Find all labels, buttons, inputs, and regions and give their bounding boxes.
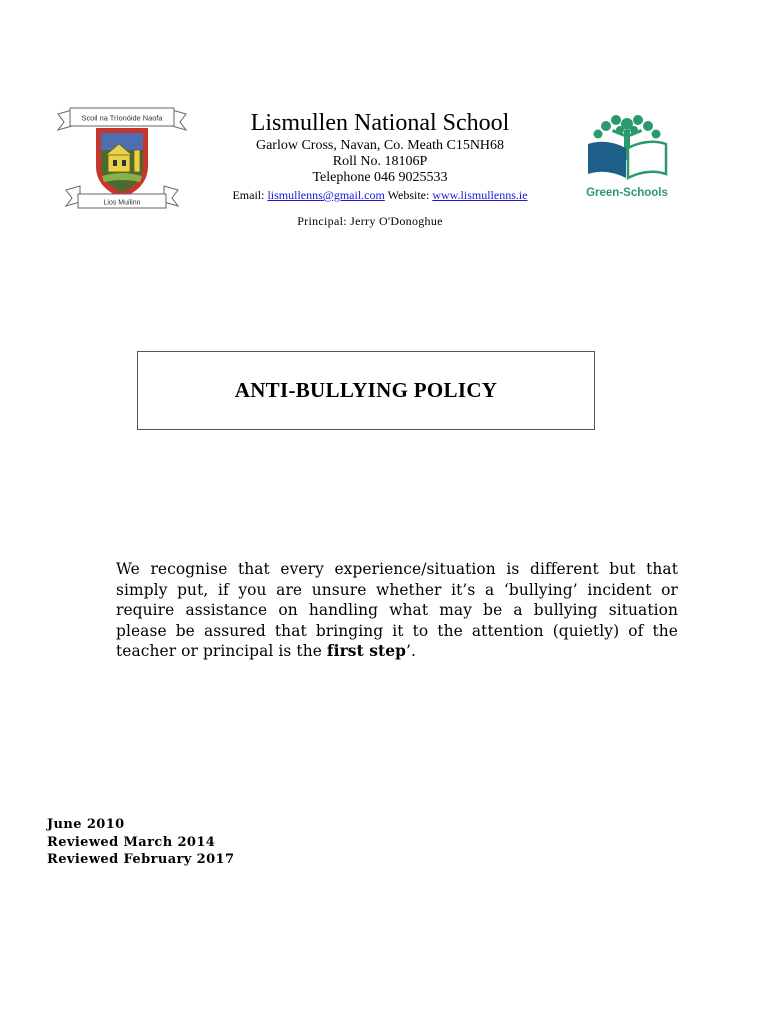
green-schools-text: Green-Schools xyxy=(586,187,668,199)
contact-line xyxy=(210,187,550,203)
date-reviewed-1: Reviewed March 2014 xyxy=(47,834,216,850)
policy-statement xyxy=(116,559,678,662)
green-schools-logo xyxy=(582,108,672,200)
email-link[interactable]: lismullenns@gmail.com xyxy=(267,188,385,202)
revision-dates xyxy=(47,816,234,869)
school-crest-logo xyxy=(52,104,192,212)
email-label: Email: xyxy=(232,188,265,202)
school-header xyxy=(210,108,550,203)
title-box xyxy=(137,351,595,430)
crest-banner-top-text: Scoil na Tríonóide Naofa xyxy=(81,113,163,123)
website-link[interactable]: www.lismullenns.ie xyxy=(432,188,528,202)
date-reviewed-2: Reviewed February 2017 xyxy=(47,852,235,867)
school-name: Lismullen National School xyxy=(250,110,510,136)
statement-emphasis: first step xyxy=(326,642,406,661)
roll-number: Roll No. 18106P xyxy=(332,154,428,169)
principal-line: Principal: Jerry O'Donoghue xyxy=(297,214,443,228)
telephone: Telephone 046 9025533 xyxy=(312,170,448,185)
policy-title: ANTI-BULLYING POLICY xyxy=(234,378,498,402)
statement-text: We recognise that every experience/situation is different but that simply put, if you are unsure whether it’s a ‘bullying’ incident or require assistance on handling what may be a bullying situation please be assured that bringing it to the attention (quietly) of the teacher or principal is the xyxy=(116,560,678,661)
crest-banner-bottom-text: Lios Muilinn xyxy=(103,199,141,207)
statement-end: ’. xyxy=(405,642,416,661)
website-label: Website: xyxy=(387,188,430,202)
school-address: Garlow Cross, Navan, Co. Meath C15NH68 xyxy=(255,138,505,153)
date-created: June 2010 xyxy=(47,817,125,832)
